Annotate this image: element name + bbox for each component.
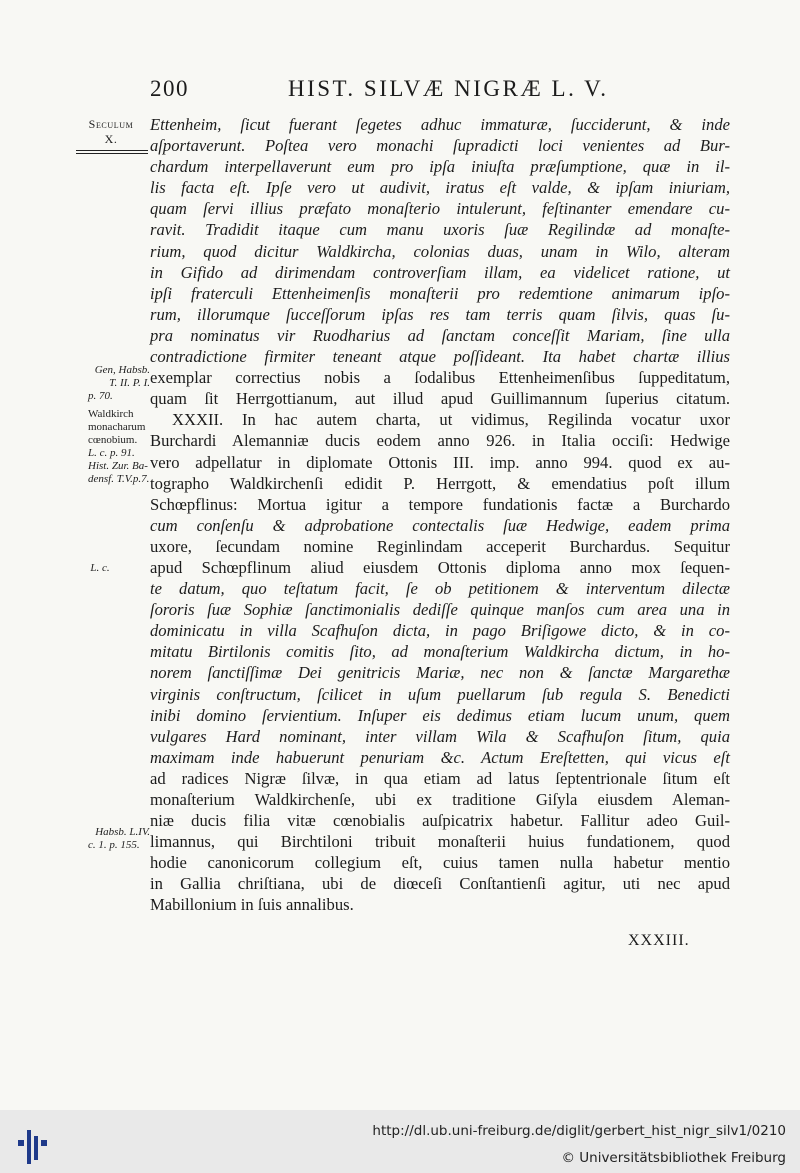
text-line: quam ſervi illius præfato monaſterio intulerunt, feſtinanter emendare cu- bbox=[150, 199, 730, 219]
text-line: rium, quod dicitur Waldkircha, colonias duas, unam in Wilo, alteram bbox=[150, 241, 730, 261]
text-line: Ettenheim, ſicut fuerant ſegetes adhuc immaturæ, ſucciderunt, & inde bbox=[150, 115, 730, 134]
text-line: ſororis ſuæ Sophiæ ſanctimonialis dediſſe quinque manſos cum area una in bbox=[150, 600, 730, 620]
text-line: chardum interpellaverunt eum pro ipſa iniuſta præſumptione, quæ in il- bbox=[150, 157, 730, 177]
text-line: dominicatu in villa Scafhuſon dicta, in pago Briſigowe dicto, & in co- bbox=[150, 621, 730, 641]
body-text bbox=[150, 114, 730, 916]
text-line: monaſterium Waldkirchenſe, ubi ex traditione Giſyla eiusdem Aleman- bbox=[150, 790, 730, 809]
text-line: rum, illorumque ſucceſſorum ipſas res tam terris quam ſilvis, quas ſu- bbox=[150, 304, 730, 324]
margin-line: Habsb. L.IV. bbox=[95, 826, 150, 838]
running-title: HIST. SILVÆ NIGRÆ L. V. bbox=[288, 76, 609, 101]
permalink-url[interactable]: http://dl.ub.uni-freiburg.de/diglit/gerbert_hist_nigr_silv1/0210 bbox=[372, 1123, 786, 1139]
text-line: quam ſit Herrgottianum, aut illud apud Guillimannum ſuperius citatum. bbox=[150, 389, 730, 409]
text-line: ravit. Tradidit itaque cum manu uxoris ſuæ Regilindæ ad monaſte- bbox=[150, 220, 730, 240]
margin-line: L. c. p. 91. bbox=[88, 447, 135, 459]
margin-line: c. 1. p. 155. bbox=[88, 839, 140, 851]
margin-note-genealogia bbox=[60, 364, 150, 403]
text-line: virginis conſtructum, ſcilicet in uſum puellarum ſub regula S. Benedicti bbox=[150, 684, 730, 704]
section-label-number: X. bbox=[104, 132, 118, 146]
margin-line: T. II. P. I. bbox=[109, 377, 150, 389]
text-line: Schœpflinus: Mortua igitur a tempore fundationis factæ a Burchardo bbox=[150, 494, 730, 514]
margin-note-loc-cit bbox=[70, 562, 130, 575]
text-line: aſportaverunt. Poſtea vero monachi ſupradicti loci venientes ad Bur- bbox=[150, 136, 730, 156]
section-rule bbox=[76, 150, 148, 154]
margin-line: monacharum bbox=[88, 421, 146, 433]
text-line: niæ ducis filia vitæ cœnobialis auſpicatrix habetur. Fallitur adeo Guil- bbox=[150, 811, 730, 831]
text-line: in Gallia chriſtiana, ubi de diœceſi Conſtantienſi agitur, uti nec apud bbox=[150, 874, 730, 894]
margin-line: p. 70. bbox=[88, 390, 113, 402]
running-header bbox=[150, 76, 710, 106]
text-line: Burchardi Alemanniæ ducis eodem anno 926. in Italia occiſi: Hedwige bbox=[150, 431, 730, 451]
text-line: vero adpellatur in diplomate Ottonis III. imp. anno 994. quod ex au- bbox=[150, 452, 730, 472]
text-line: apud Schœpflinum aliud eiusdem Ottonis diploma anno mox ſequen- bbox=[150, 557, 730, 577]
copyright-notice: © Universitätsbibliothek Freiburg bbox=[561, 1150, 786, 1166]
text-line: uxore, ſecundam nomine Reginlindam acceperit Burchardus. Sequitur bbox=[150, 536, 730, 556]
margin-line: Waldkirch bbox=[88, 408, 134, 420]
text-line: te datum, quo teſtatum facit, ſe ob petitionem & interventum dilectæ bbox=[150, 579, 730, 599]
text-line: XXXII. In hac autem charta, ut vidimus, Regilinda vocatur uxor bbox=[172, 410, 730, 430]
text-line: vulgares Hard nominant, inter villam Wila & Scafhuſon ſitum, quia bbox=[150, 726, 730, 746]
catchword: XXXIII. bbox=[628, 932, 690, 949]
text-line: Mabillonium in ſuis annalibus. bbox=[150, 895, 354, 915]
margin-line: Hist. Zur. Ba- bbox=[88, 460, 148, 472]
margin-line: cœnobium. bbox=[88, 434, 138, 446]
margin-line: Gen, Habsb. bbox=[94, 364, 150, 376]
margin-line: densf. T.V.p.7. bbox=[88, 473, 150, 485]
section-label bbox=[76, 117, 146, 154]
text-line: pra nominatus vir Ruodharius ad ſanctam conceſſit Mariam, ſine ulla bbox=[150, 325, 730, 345]
text-line: tographo Waldkirchenſi edidit P. Herrgott, & emendatius poſt illum bbox=[150, 473, 730, 493]
library-logo-icon bbox=[18, 1126, 48, 1166]
margin-note-waldkirch bbox=[60, 408, 150, 486]
text-line: mitatu Birtilonis comitis ſito, ad monaſterium Waldkircha dictum, in ho- bbox=[150, 642, 730, 662]
text-line: ad radices Nigræ ſilvæ, in qua etiam ad latus ſeptentrionale ſitum eſt bbox=[150, 768, 730, 788]
text-line: exemplar correctius nobis a ſodalibus Ettenheimenſibus ſuppeditatum, bbox=[150, 368, 730, 388]
text-line: ipſi fraterculi Ettenheimenſis monaſterii pro redemtione animarum ipſo- bbox=[150, 283, 730, 303]
text-line: inibi domino ſervientium. Inſuper eis dedimus etiam lucum unum, quem bbox=[150, 705, 730, 725]
text-line: limannus, qui Birchtiloni tribuit monaſterii huius fundationem, quod bbox=[150, 832, 730, 852]
margin-line: L. c. bbox=[90, 562, 110, 574]
text-line: lis facta eſt. Ipſe vero ut audivit, iratus eſt valde, & ipſam iniuriam, bbox=[150, 178, 730, 198]
text-line: hodie canonicorum collegium eſt, cuius tamen nulla habetur mentio bbox=[150, 853, 730, 873]
viewer-footer bbox=[0, 1110, 800, 1173]
text-line: maximam inde habuerunt penuriam &c. Actum Ereſtetten, qui vicus eſt bbox=[150, 747, 730, 767]
text-line: cum conſenſu & adprobatione contectalis ſuæ Hedwige, eadem prima bbox=[150, 515, 730, 535]
text-line: contradictione firmiter teneant atque poſſideant. Ita habet chartæ illius bbox=[150, 347, 730, 367]
page-number: 200 bbox=[150, 76, 189, 101]
section-label-word: Seculum bbox=[88, 117, 134, 131]
text-line: norem ſanctiſſimæ Dei genitricis Mariæ, nec non & ſanctæ Margarethæ bbox=[150, 663, 730, 683]
margin-note-habsburg bbox=[60, 826, 150, 852]
text-line: in Gifido ad dirimendam controverſiam illam, ea videlicet ratione, ut bbox=[150, 262, 730, 282]
